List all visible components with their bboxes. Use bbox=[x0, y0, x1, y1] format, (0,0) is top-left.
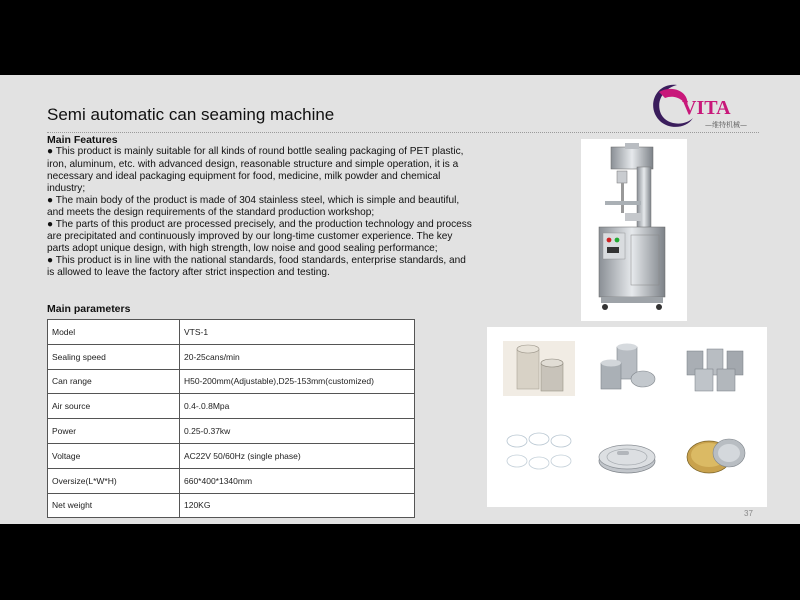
main-features bbox=[47, 134, 472, 279]
parameters-table bbox=[47, 319, 415, 518]
features-heading: Main Features bbox=[47, 134, 118, 146]
table-row bbox=[48, 369, 415, 394]
slide bbox=[0, 75, 800, 524]
page-number: 37 bbox=[744, 509, 753, 518]
param-value: 0.25-0.37kw bbox=[180, 419, 415, 444]
param-value: VTS-1 bbox=[180, 320, 415, 345]
table-row bbox=[48, 419, 415, 444]
table-row bbox=[48, 320, 415, 345]
can-photo bbox=[503, 341, 575, 396]
can-photo bbox=[503, 427, 575, 482]
param-value: 660*400*1340mm bbox=[180, 468, 415, 493]
page-title: Semi automatic can seaming machine bbox=[47, 105, 335, 124]
product-gallery bbox=[487, 327, 767, 507]
param-name: Voltage bbox=[48, 443, 180, 468]
param-value: H50-200mm(Adjustable),D25-153mm(customized) bbox=[180, 369, 415, 394]
table-row bbox=[48, 493, 415, 518]
param-value: 120KG bbox=[180, 493, 415, 518]
param-value: 0.4-.0.8Mpa bbox=[180, 394, 415, 419]
param-name: Oversize(L*W*H) bbox=[48, 468, 180, 493]
feature-bullet: ● The main body of the product is made of 304 stainless steel, which is simple and beautiful, and meets the design requirements of the standard production workshop; bbox=[47, 194, 460, 218]
param-name: Net weight bbox=[48, 493, 180, 518]
param-value: 20-25cans/min bbox=[180, 344, 415, 369]
logo-brand: VITA bbox=[682, 97, 731, 119]
param-name: Can range bbox=[48, 369, 180, 394]
seaming-machine-image bbox=[581, 139, 687, 321]
can-photo bbox=[679, 341, 751, 396]
table-row bbox=[48, 443, 415, 468]
table-row bbox=[48, 344, 415, 369]
param-name: Model bbox=[48, 320, 180, 345]
can-photo bbox=[679, 427, 751, 482]
feature-bullet: ● The parts of this product are processed precisely, and the production technology and process are precipitated and continuously improved by our long-time customer experience. The key parts adopt unique design, with high strength, low noise and good sealing performance; bbox=[47, 218, 472, 255]
logo-subtitle: —维特机械— bbox=[705, 121, 747, 129]
param-value: AC22V 50/60Hz (single phase) bbox=[180, 443, 415, 468]
can-photo bbox=[591, 341, 663, 396]
table-row bbox=[48, 468, 415, 493]
parameters-heading: Main parameters bbox=[47, 303, 131, 315]
vita-logo bbox=[647, 78, 763, 136]
table-row bbox=[48, 394, 415, 419]
param-name: Power bbox=[48, 419, 180, 444]
param-name: Air source bbox=[48, 394, 180, 419]
machine-photo bbox=[581, 139, 687, 321]
param-name: Sealing speed bbox=[48, 344, 180, 369]
feature-bullet: ● This product is in line with the national standards, food standards, enterprise standards, and is allowed to leave the factory after strict inspection and testing. bbox=[47, 255, 466, 279]
can-photo bbox=[591, 427, 663, 482]
feature-bullet: ● This product is mainly suitable for all kinds of round bottle sealing packaging of PET plastic, iron, aluminum, etc. with advanced design, reasonable structure and simple operation, it is a necessary and ideal packaging equipment for food, medicine, milk powder and chemical industry; bbox=[47, 146, 464, 194]
